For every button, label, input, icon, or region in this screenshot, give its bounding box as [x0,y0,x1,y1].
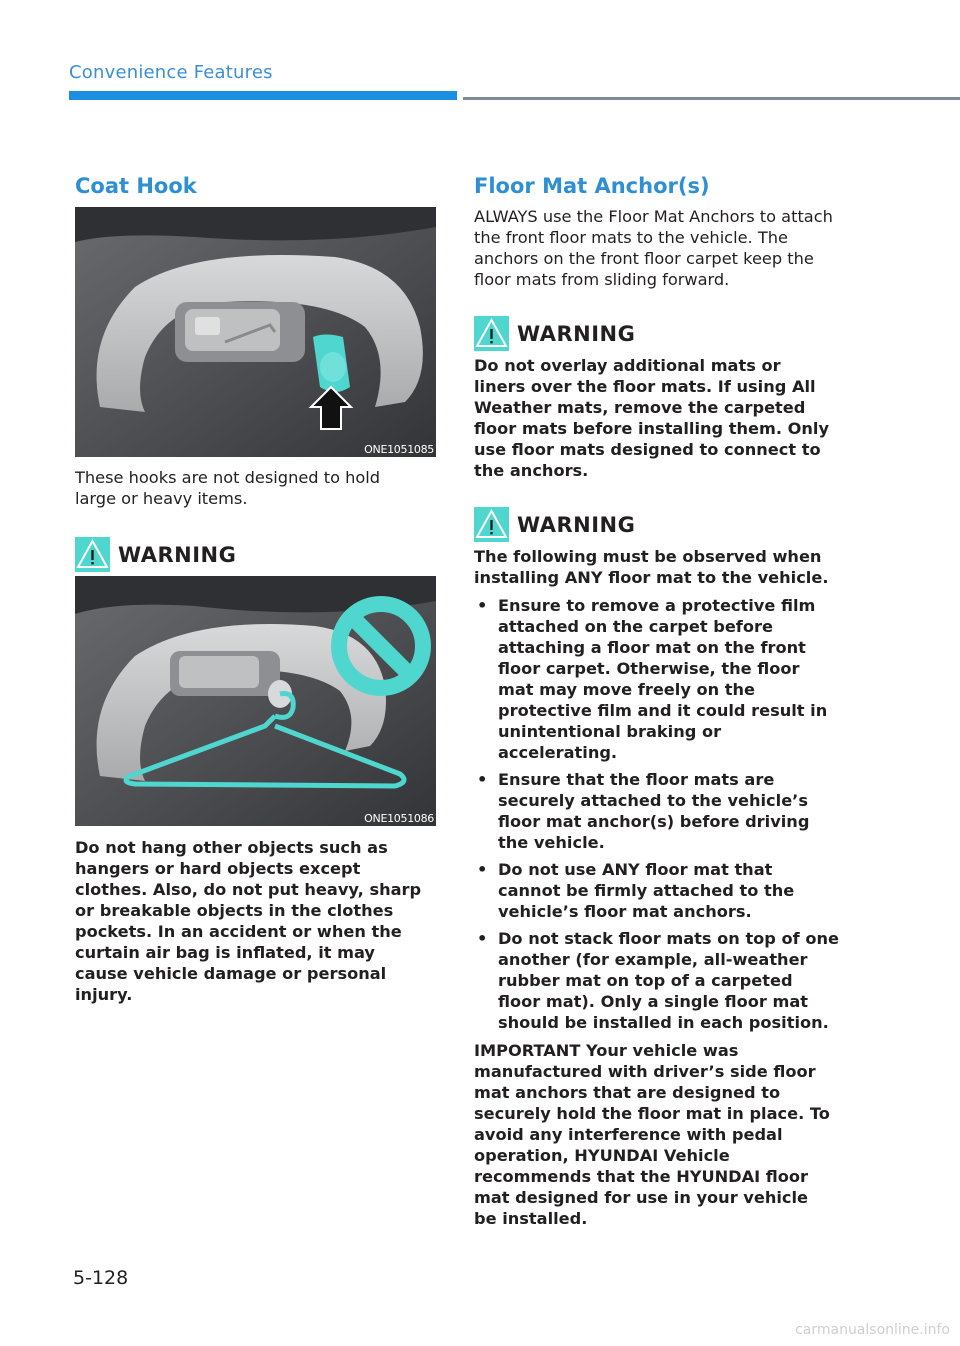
warning-label: WARNING [517,512,636,537]
bullet-text: Do not stack floor mats on top of one another (for example, all-weather rubber mat on top of a carpeted floor mat). Only a single floor mat should be installed in each position. [498,929,839,1032]
list-item: • Do not stack floor mats on top of one another (for example, all-weather rubber mat on top of a carpeted floor mat). Only a single floor mat should be installed in each position. [477,929,839,1032]
coat-hook-illustration [75,207,436,457]
warning-icon [474,316,509,351]
coat-hook-warning-text: Do not hang other objects such as hangers or hard objects except clothes. Also, do not put heavy, sharp or breakable objects in the clothes pockets. In an accident or when the curtain air bag is inflated, it may cause vehicle damage or personal injury. [75,838,422,1004]
warning-label: WARNING [118,542,237,567]
floor-mat-heading: Floor Mat Anchor(s) [474,174,710,198]
bullet-text: Ensure to remove a protective film attached on the carpet before attaching a floor mat on the front floor carpet. Otherwise, the floor mat may move freely on the protective film and it could result in unintentional braking or accelerating. [498,596,828,762]
watermark: carmanualsonline.info [795,1322,950,1338]
warning-label: WARNING [517,321,636,346]
floor-mat-intro: ALWAYS use the Floor Mat Anchors to attach the front floor mats to the vehicle. The anchors on the front floor carpet keep the floor mats from sliding forward. [474,207,833,289]
figure-code: ONE1051085 [364,443,434,456]
warning-icon [474,507,509,542]
section-title: Convenience Features [69,62,273,83]
floor-mat-important-note: IMPORTANT Your vehicle was manufactured with driver’s side floor mat anchors that are designed to securely hold the floor mat in place. To avoid any interference with pedal operation, HYUNDAI Vehicle recommends that the HYUNDAI floor mat designed for use in your vehicle be installed. [474,1041,830,1228]
hanger-prohibited-illustration [75,576,436,826]
floor-mat-warning2-intro: The following must be observed when installing ANY floor mat to the vehicle. [474,547,829,587]
warning-icon [75,537,110,572]
bullet-text: Do not use ANY floor mat that cannot be firmly attached to the vehicle’s floor mat anchors. [498,860,795,921]
header-rule [463,97,960,100]
list-item: • Do not use ANY floor mat that cannot be firmly attached to the vehicle’s floor mat anchors. [477,860,795,921]
warning-heading [75,537,236,572]
page-number: 5-128 [73,1267,129,1289]
warning-heading [474,316,635,351]
warning-heading [474,507,635,542]
coat-hook-figure [75,207,436,457]
list-item: • Ensure to remove a protective film attached on the carpet before attaching a floor mat on the front floor carpet. Otherwise, the floor mat may move freely on the protective film and it could result in unintentional braking or accelerating. [477,596,828,762]
list-item: • Ensure that the floor mats are securely attached to the vehicle’s floor mat anchor(s) before driving the vehicle. [477,770,810,852]
floor-mat-warning1-text: Do not overlay additional mats or liners over the floor mats. If using All Weather mats, remove the carpeted floor mats before installing them. Only use floor mats designed to connect to the anchors. [474,356,830,480]
header-rule-accent [69,91,457,100]
figure-code: ONE1051086 [364,812,434,825]
floor-mat-bullet-list [474,595,840,1039]
bullet-text: Ensure that the floor mats are securely attached to the vehicle’s floor mat anchor(s) before driving the vehicle. [498,770,810,852]
coat-hook-heading: Coat Hook [75,174,197,198]
coat-hook-intro: These hooks are not designed to hold large or heavy items. [75,468,381,508]
hanger-prohibited-figure [75,576,436,826]
